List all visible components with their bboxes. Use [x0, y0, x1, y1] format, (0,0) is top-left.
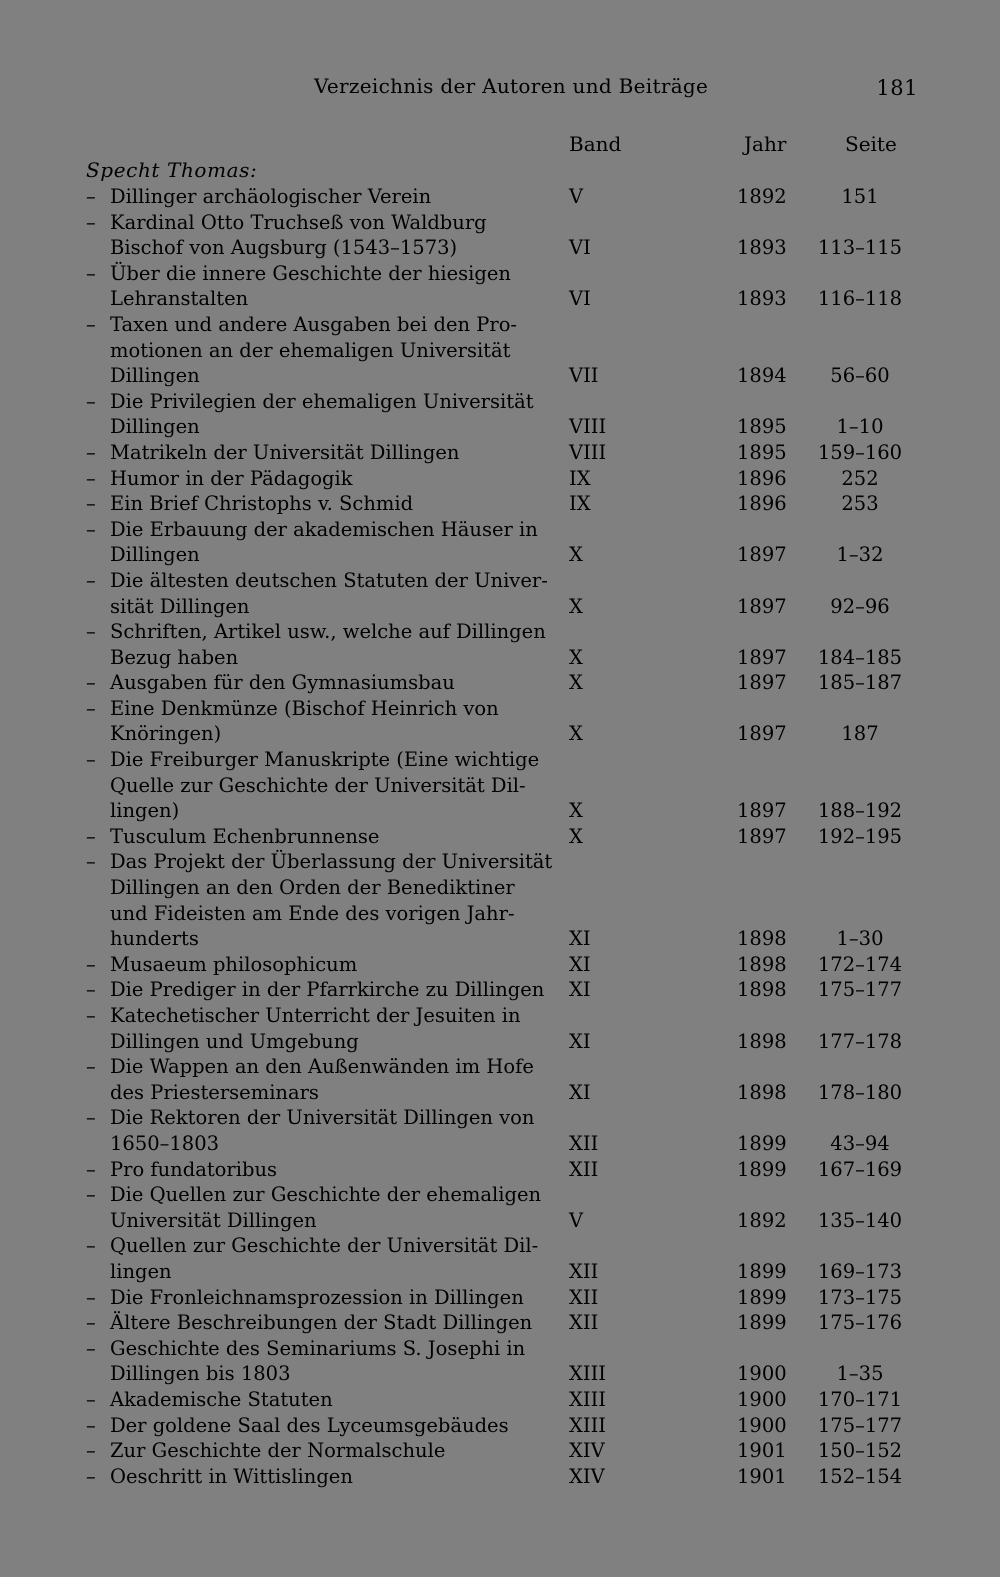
- entry-title-line: Bischof von Augsburg (1543–1573): [110, 236, 458, 260]
- entry-title-line: Die Fronleichnamsprozession in Dillingen: [110, 1285, 524, 1309]
- entry-seite: 177–178: [817, 1029, 903, 1053]
- entry-jahr: 1898: [737, 978, 787, 1002]
- entry-row: [0, 261, 1000, 312]
- entry-title-line: Musaeum philosophicum: [110, 952, 358, 976]
- entry-title-line: motionen an der ehemaligen Universität: [110, 338, 511, 362]
- entry-dash: –: [86, 440, 96, 464]
- entry-row: [0, 1464, 1000, 1490]
- running-title: Verzeichnis der Autoren und Beiträge: [314, 74, 709, 98]
- entry-title-line: Dillingen: [110, 415, 200, 439]
- entry-title: [86, 312, 540, 389]
- entry-dash: –: [86, 824, 96, 848]
- entry-seite: 185–187: [817, 671, 903, 695]
- entry-seite: 159–160: [817, 440, 903, 464]
- entry-band: IX: [569, 492, 591, 516]
- entry-dash: –: [86, 210, 96, 234]
- column-header-seite: Seite: [845, 132, 897, 156]
- entry-row: [0, 747, 1000, 824]
- entry-title-line: und Fideisten am Ende des vorigen Jahr-: [110, 901, 515, 925]
- entry-band: X: [569, 594, 583, 618]
- entry-dash: –: [86, 517, 96, 541]
- entry-title: [86, 1285, 540, 1311]
- entry-row: [0, 517, 1000, 568]
- entry-jahr: 1893: [737, 287, 787, 311]
- entry-title: [86, 440, 540, 466]
- entry-title-line: Knöringen): [110, 722, 222, 746]
- entry-seite: 151: [841, 185, 879, 208]
- column-header-jahr: Jahr: [744, 132, 787, 156]
- entry-seite: 152–154: [817, 1464, 903, 1488]
- entry-dash: –: [86, 1387, 96, 1411]
- entry-band: XII: [569, 1131, 599, 1155]
- entry-seite: 1–30: [836, 927, 884, 951]
- entry-row: [0, 977, 1000, 1003]
- entry-row: [0, 210, 1000, 261]
- entry-row: [0, 1387, 1000, 1413]
- entry-band: XI: [569, 1080, 591, 1104]
- entry-seite: 175–176: [817, 1311, 903, 1335]
- entry-band: X: [569, 645, 583, 669]
- entry-title: [86, 1438, 540, 1464]
- entry-title-line: Universität Dillingen: [110, 1208, 317, 1232]
- entry-dash: –: [86, 1004, 96, 1027]
- entry-title-line: Die Quellen zur Geschichte der ehemaligen: [110, 1183, 542, 1207]
- entry-title: [86, 849, 553, 951]
- entry-title-line: Der goldene Saal des Lyceumsgebäudes: [110, 1413, 509, 1437]
- entry-seite: 1–32: [836, 543, 884, 567]
- entry-jahr: 1895: [737, 415, 787, 439]
- entry-band: VIII: [569, 440, 607, 464]
- entry-seite: 172–174: [817, 952, 903, 976]
- entry-jahr: 1898: [737, 1029, 787, 1053]
- entry-title-line: lingen): [110, 799, 180, 823]
- entry-jahr: 1900: [737, 1387, 787, 1411]
- entry-seite: 192–195: [817, 824, 903, 848]
- entry-band: X: [569, 722, 583, 746]
- entry-title-line: Dillinger archäologischer Verein: [110, 185, 432, 208]
- entry-title-line: 1650–1803: [110, 1131, 220, 1155]
- entry-band: XII: [569, 1311, 599, 1335]
- entry-jahr: 1899: [737, 1259, 787, 1283]
- entry-title: [86, 517, 540, 568]
- entry-dash: –: [86, 1413, 96, 1437]
- entry-dash: –: [86, 568, 96, 592]
- entry-dash: –: [86, 1336, 96, 1360]
- entry-band: XIII: [569, 1387, 606, 1411]
- entry-dash: –: [86, 850, 96, 874]
- entry-title-line: Kardinal Otto Truchseß von Waldburg: [110, 210, 487, 234]
- entry-title: [86, 1105, 540, 1156]
- entry-title-line: Pro fundatoribus: [110, 1157, 278, 1181]
- entry-jahr: 1901: [737, 1439, 787, 1463]
- entry-jahr: 1897: [737, 645, 787, 669]
- entry-dash: –: [86, 696, 96, 720]
- entry-seite: 173–175: [817, 1285, 903, 1309]
- entry-band: XIV: [569, 1439, 605, 1463]
- entry-jahr: 1899: [737, 1157, 787, 1181]
- entry-title: [86, 1310, 540, 1336]
- entry-dash: –: [86, 671, 96, 695]
- entry-jahr: 1897: [737, 799, 787, 823]
- entry-title: [86, 184, 540, 210]
- entry-title: [86, 1054, 540, 1105]
- entry-dash: –: [86, 312, 96, 336]
- entry-seite: 187: [841, 722, 879, 746]
- entry-title: [86, 1336, 540, 1387]
- entry-band: X: [569, 799, 583, 823]
- entry-band: V: [569, 1208, 584, 1232]
- entry-row: [0, 184, 1000, 210]
- entry-dash: –: [86, 1157, 96, 1181]
- entry-title: [86, 1387, 540, 1413]
- column-header-band: Band: [569, 132, 622, 156]
- entry-title-line: Dillingen: [110, 364, 200, 388]
- entry-title-line: Katechetischer Unterricht der Jesuiten in: [110, 1004, 521, 1027]
- entry-seite: 252: [841, 466, 879, 490]
- entry-title: [86, 210, 540, 261]
- entry-dash: –: [86, 748, 96, 772]
- entry-seite: 175–177: [817, 978, 903, 1002]
- entry-dash: –: [86, 492, 96, 516]
- entry-title-line: Die Wappen an den Außenwänden im Hofe: [110, 1055, 534, 1079]
- entry-list: [0, 184, 1000, 1489]
- entry-title: [86, 1464, 540, 1490]
- entry-jahr: 1898: [737, 1080, 787, 1104]
- entry-title-line: Ein Brief Christophs v. Schmid: [110, 492, 414, 516]
- entry-row: [0, 1003, 1000, 1054]
- entry-title: [86, 670, 540, 696]
- entry-jahr: 1894: [737, 364, 787, 388]
- author-name: Specht Thomas:: [86, 158, 258, 182]
- entry-title-line: Tusculum Echenbrunnense: [110, 824, 380, 848]
- entry-row: [0, 568, 1000, 619]
- entry-seite: 43–94: [830, 1131, 890, 1155]
- entry-title: [86, 824, 540, 850]
- entry-row: [0, 1105, 1000, 1156]
- entry-title-line: Quelle zur Geschichte der Universität Dil-: [110, 773, 526, 797]
- entry-jahr: 1897: [737, 671, 787, 695]
- entry-seite: 92–96: [830, 594, 890, 618]
- entry-title: [86, 491, 540, 517]
- entry-title-line: Lehranstalten: [110, 287, 249, 311]
- entry-title-line: Das Projekt der Überlassung der Universität: [110, 850, 553, 874]
- entry-seite: 170–171: [817, 1387, 903, 1411]
- entry-seite: 178–180: [817, 1080, 903, 1104]
- entry-title: [86, 1182, 542, 1233]
- entry-band: XIII: [569, 1413, 606, 1437]
- running-head: [0, 74, 1000, 104]
- entry-title-line: Die Rektoren der Universität Dillingen von: [110, 1106, 535, 1130]
- entry-row: [0, 849, 1000, 951]
- entry-dash: –: [86, 389, 96, 413]
- entry-dash: –: [86, 1055, 96, 1079]
- entry-title-line: Matrikeln der Universität Dillingen: [110, 440, 460, 464]
- entry-seite: 253: [841, 492, 879, 516]
- entry-band: VII: [569, 364, 599, 388]
- entry-dash: –: [86, 1234, 96, 1258]
- entry-title-line: Die Freiburger Manuskripte (Eine wichtige: [110, 748, 540, 772]
- entry-title: [86, 952, 540, 978]
- entry-title: [86, 1157, 540, 1183]
- entry-title-line: Die Erbauung der akademischen Häuser in: [110, 517, 538, 541]
- entry-row: [0, 1285, 1000, 1311]
- entry-title: [86, 1003, 540, 1054]
- entry-band: XII: [569, 1259, 599, 1283]
- entry-title: [86, 466, 540, 492]
- entry-seite: 1–10: [836, 415, 884, 439]
- entry-jahr: 1897: [737, 594, 787, 618]
- entry-title-line: Dillingen: [110, 543, 200, 567]
- entry-dash: –: [86, 1464, 96, 1488]
- entry-jahr: 1896: [737, 492, 787, 516]
- entry-title-line: Dillingen an den Orden der Benediktiner: [110, 876, 515, 900]
- entry-seite: 150–152: [817, 1439, 903, 1463]
- entry-jahr: 1897: [737, 824, 787, 848]
- entry-title-line: Taxen und andere Ausgaben bei den Pro-: [110, 312, 518, 336]
- entry-title: [86, 1233, 540, 1284]
- entry-dash: –: [86, 1106, 96, 1130]
- entry-title: [86, 261, 540, 312]
- entry-title-line: Ältere Beschreibungen der Stadt Dillingen: [110, 1311, 533, 1335]
- entry-row: [0, 1413, 1000, 1439]
- entry-jahr: 1893: [737, 236, 787, 260]
- entry-seite: 1–35: [836, 1362, 884, 1386]
- entry-title-line: Dillingen bis 1803: [110, 1362, 291, 1386]
- entry-title-line: Humor in der Pädagogik: [110, 466, 353, 490]
- entry-title-line: Ausgaben für den Gymnasiumsbau: [110, 671, 455, 695]
- entry-row: [0, 1310, 1000, 1336]
- entry-dash: –: [86, 261, 96, 285]
- entry-title: [86, 696, 540, 747]
- entry-seite: 167–169: [817, 1157, 903, 1181]
- entry-title-line: hunderts: [110, 927, 199, 951]
- entry-band: X: [569, 543, 583, 567]
- entry-jahr: 1892: [737, 1208, 787, 1232]
- entry-band: XI: [569, 978, 591, 1002]
- entry-jahr: 1899: [737, 1285, 787, 1309]
- entry-title-line: lingen: [110, 1259, 172, 1283]
- entry-row: [0, 440, 1000, 466]
- entry-band: XI: [569, 952, 591, 976]
- entry-title-line: Geschichte des Seminariums S. Josephi in: [110, 1336, 526, 1360]
- entry-jahr: 1900: [737, 1362, 787, 1386]
- entry-dash: –: [86, 1285, 96, 1309]
- entry-title-line: Oeschritt in Wittislingen: [110, 1464, 353, 1488]
- entry-band: VI: [569, 236, 591, 260]
- entry-band: XII: [569, 1285, 599, 1309]
- entry-jahr: 1897: [737, 722, 787, 746]
- entry-jahr: 1892: [737, 185, 787, 208]
- entry-band: X: [569, 671, 583, 695]
- entry-jahr: 1898: [737, 952, 787, 976]
- page-number: 181: [876, 76, 918, 100]
- entry-row: [0, 696, 1000, 747]
- entry-row: [0, 1157, 1000, 1183]
- entry-row: [0, 1336, 1000, 1387]
- entry-seite: 56–60: [830, 364, 890, 388]
- entry-row: [0, 312, 1000, 389]
- entry-seite: 169–173: [817, 1259, 903, 1283]
- entry-band: XI: [569, 1029, 591, 1053]
- entry-jahr: 1895: [737, 440, 787, 464]
- entry-band: V: [569, 185, 584, 208]
- entry-band: XI: [569, 927, 591, 951]
- entry-row: [0, 491, 1000, 517]
- entry-seite: 113–115: [817, 236, 903, 260]
- entry-dash: –: [86, 1311, 96, 1335]
- entry-title: [86, 389, 540, 440]
- entry-seite: 188–192: [817, 799, 903, 823]
- entry-band: X: [569, 824, 583, 848]
- entry-jahr: 1896: [737, 466, 787, 490]
- entry-title: [86, 568, 548, 619]
- entry-dash: –: [86, 978, 96, 1002]
- entry-band: IX: [569, 466, 591, 490]
- entry-dash: –: [86, 620, 96, 644]
- entry-band: XIV: [569, 1464, 605, 1488]
- entry-dash: –: [86, 1439, 96, 1463]
- entry-title: [86, 747, 540, 824]
- entry-row: [0, 1438, 1000, 1464]
- entry-row: [0, 670, 1000, 696]
- entry-dash: –: [86, 1183, 96, 1207]
- entry-band: VI: [569, 287, 591, 311]
- entry-seite: 175–177: [817, 1413, 903, 1437]
- entry-title-line: Die Privilegien der ehemaligen Universität: [110, 389, 534, 413]
- entry-title-line: Quellen zur Geschichte der Universität Dil-: [110, 1234, 539, 1258]
- entry-row: [0, 1233, 1000, 1284]
- entry-title-line: Bezug haben: [110, 645, 239, 669]
- entry-row: [0, 952, 1000, 978]
- entry-title-line: Die Prediger in der Pfarrkirche zu Dillingen: [110, 978, 545, 1002]
- entry-jahr: 1897: [737, 543, 787, 567]
- entry-title: [86, 1413, 540, 1439]
- entry-title-line: Eine Denkmünze (Bischof Heinrich von: [110, 696, 499, 720]
- entry-jahr: 1898: [737, 927, 787, 951]
- entry-row: [0, 1054, 1000, 1105]
- entry-seite: 184–185: [817, 645, 903, 669]
- entry-seite: 135–140: [817, 1208, 903, 1232]
- entry-title-line: des Priesterseminars: [110, 1080, 319, 1104]
- entry-band: XII: [569, 1157, 599, 1181]
- entry-title: [86, 619, 546, 670]
- entry-dash: –: [86, 952, 96, 976]
- entry-title-line: Über die innere Geschichte der hiesigen: [110, 261, 511, 285]
- entry-jahr: 1901: [737, 1464, 787, 1488]
- entry-row: [0, 619, 1000, 670]
- entry-title-line: Akademische Statuten: [110, 1387, 333, 1411]
- entry-band: VIII: [569, 415, 607, 439]
- entry-row: [0, 466, 1000, 492]
- entry-title-line: Zur Geschichte der Normalschule: [110, 1439, 446, 1463]
- entry-jahr: 1900: [737, 1413, 787, 1437]
- entry-jahr: 1899: [737, 1131, 787, 1155]
- entry-title-line: Schriften, Artikel usw., welche auf Dillingen: [110, 620, 546, 644]
- entry-seite: 116–118: [817, 287, 903, 311]
- entry-band: XIII: [569, 1362, 606, 1386]
- entry-title-line: Die ältesten deutschen Statuten der Univer-: [110, 568, 548, 592]
- entry-row: [0, 389, 1000, 440]
- entry-jahr: 1899: [737, 1311, 787, 1335]
- entry-title-line: sität Dillingen: [110, 594, 250, 618]
- entry-row: [0, 1182, 1000, 1233]
- entry-dash: –: [86, 185, 96, 208]
- entry-title-line: Dillingen und Umgebung: [110, 1029, 359, 1053]
- entry-row: [0, 824, 1000, 850]
- entry-dash: –: [86, 466, 96, 490]
- entry-title: [86, 977, 545, 1003]
